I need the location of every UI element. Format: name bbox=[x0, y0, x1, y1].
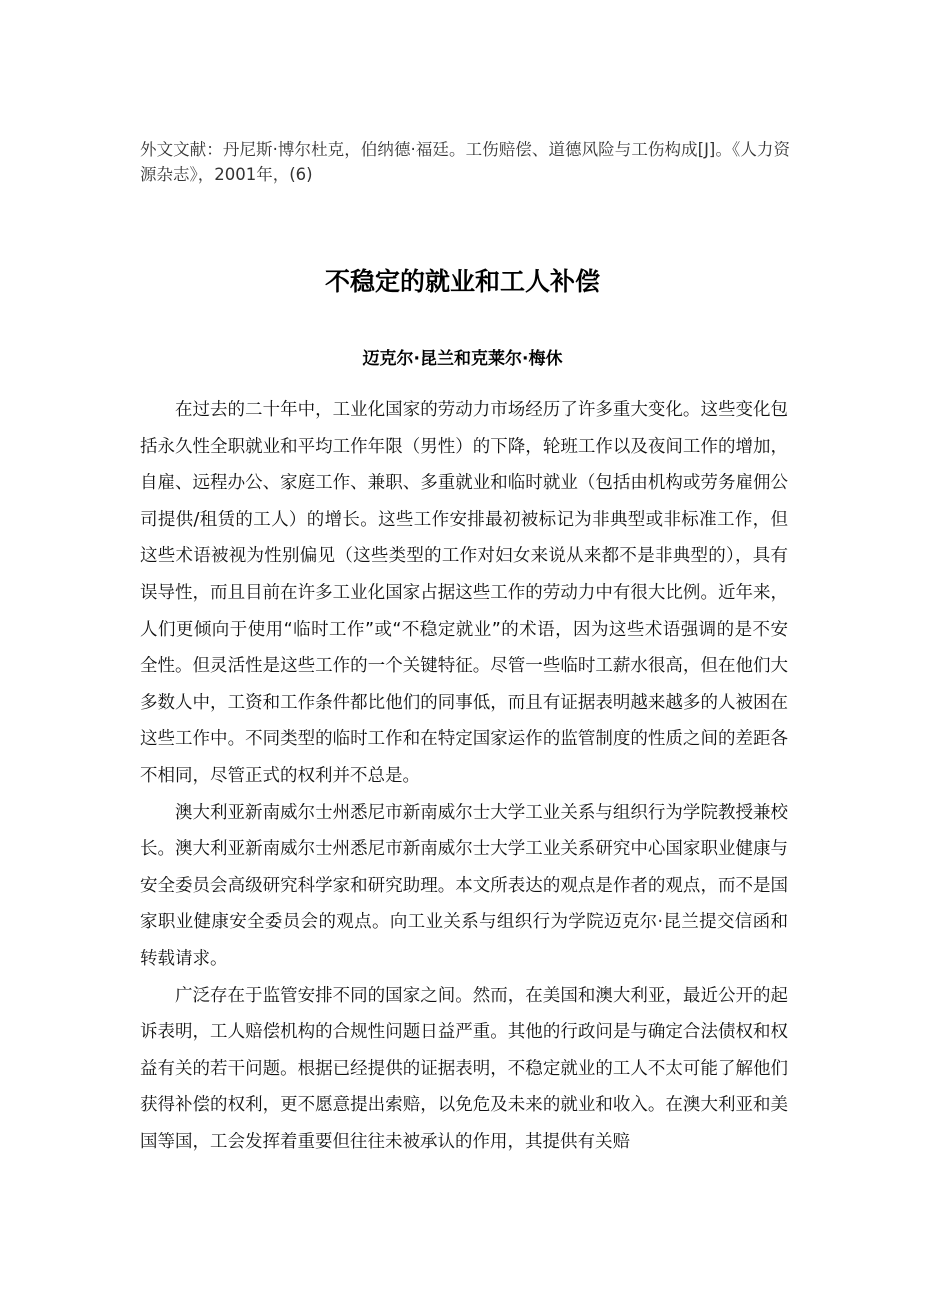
article-authors: 迈克尔·昆兰和克莱尔·梅休 bbox=[362, 349, 563, 369]
body-paragraph: 在过去的二十年中，工业化国家的劳动力市场经历了许多重大变化。这些变化包括永久性全职就业和平均工作年限（男性）的下降，轮班工作以及夜间工作的增加，自雇、远程办公、家庭工作、兼职、多重就业和临时就业（包括由机构或劳务雇佣公司提供/租赁的工人）的增长。这些工作安排最初被标记为非典型或非标准工作，但这些术语被视为性别偏见（这些类型的工作对妇女来说从来都不是非典型的），具有误导性，而且目前在许多工业化国家占据这些工作的劳动力中有很大比例。近年来，人们更倾向于使用“临时工作”或“不稳定就业”的术语，因为这些术语强调的是不安全性。但灵活性是这些工作的一个关键特征。尽管一些临时工薪水很高，但在他们大多数人中，工资和工作条件都比他们的同事低，而且有证据表明越来越多的人被困在这些工作中。不同类型的临时工作和在特定国家运作的监管制度的性质之间的差距各不相同，尽管正式的权利并不总是。 bbox=[140, 400, 788, 786]
article-title: 不稳定的就业和工人补偿 bbox=[324, 267, 600, 296]
body-paragraph: 澳大利亚新南威尔士州悉尼市新南威尔士大学工业关系与组织行为学院教授兼校长。澳大利亚新南威尔士州悉尼市新南威尔士大学工业关系研究中心国家职业健康与安全委员会高级研究科学家和研究助理。本文所表达的观点是作者的观点，而不是国家职业健康安全委员会的观点。向工业关系与组织行为学院迈克尔·昆兰提交信函和转载请求。 bbox=[140, 802, 788, 969]
reference-citation: 外文文献：丹尼斯·博尔杜克，伯纳德·福廷。工伤赔偿、道德风险与工伤构成[J]。《人力资源杂志》，2001年，(6) bbox=[140, 140, 790, 184]
article-body bbox=[140, 392, 788, 1160]
body-paragraph: 广泛存在于监管安排不同的国家之间。然而，在美国和澳大利亚，最近公开的起诉表明，工人赔偿机构的合规性问题日益严重。其他的行政问是与确定合法债权和权益有关的若干问题。根据已经提供的证据表明，不稳定就业的工人不太可能了解他们获得补偿的权利，更不愿意提出索赔，以免危及未来的就业和收入。在澳大利亚和美国等国，工会发挥着重要但往往未被承认的作用，其提供有关赔 bbox=[140, 985, 788, 1152]
